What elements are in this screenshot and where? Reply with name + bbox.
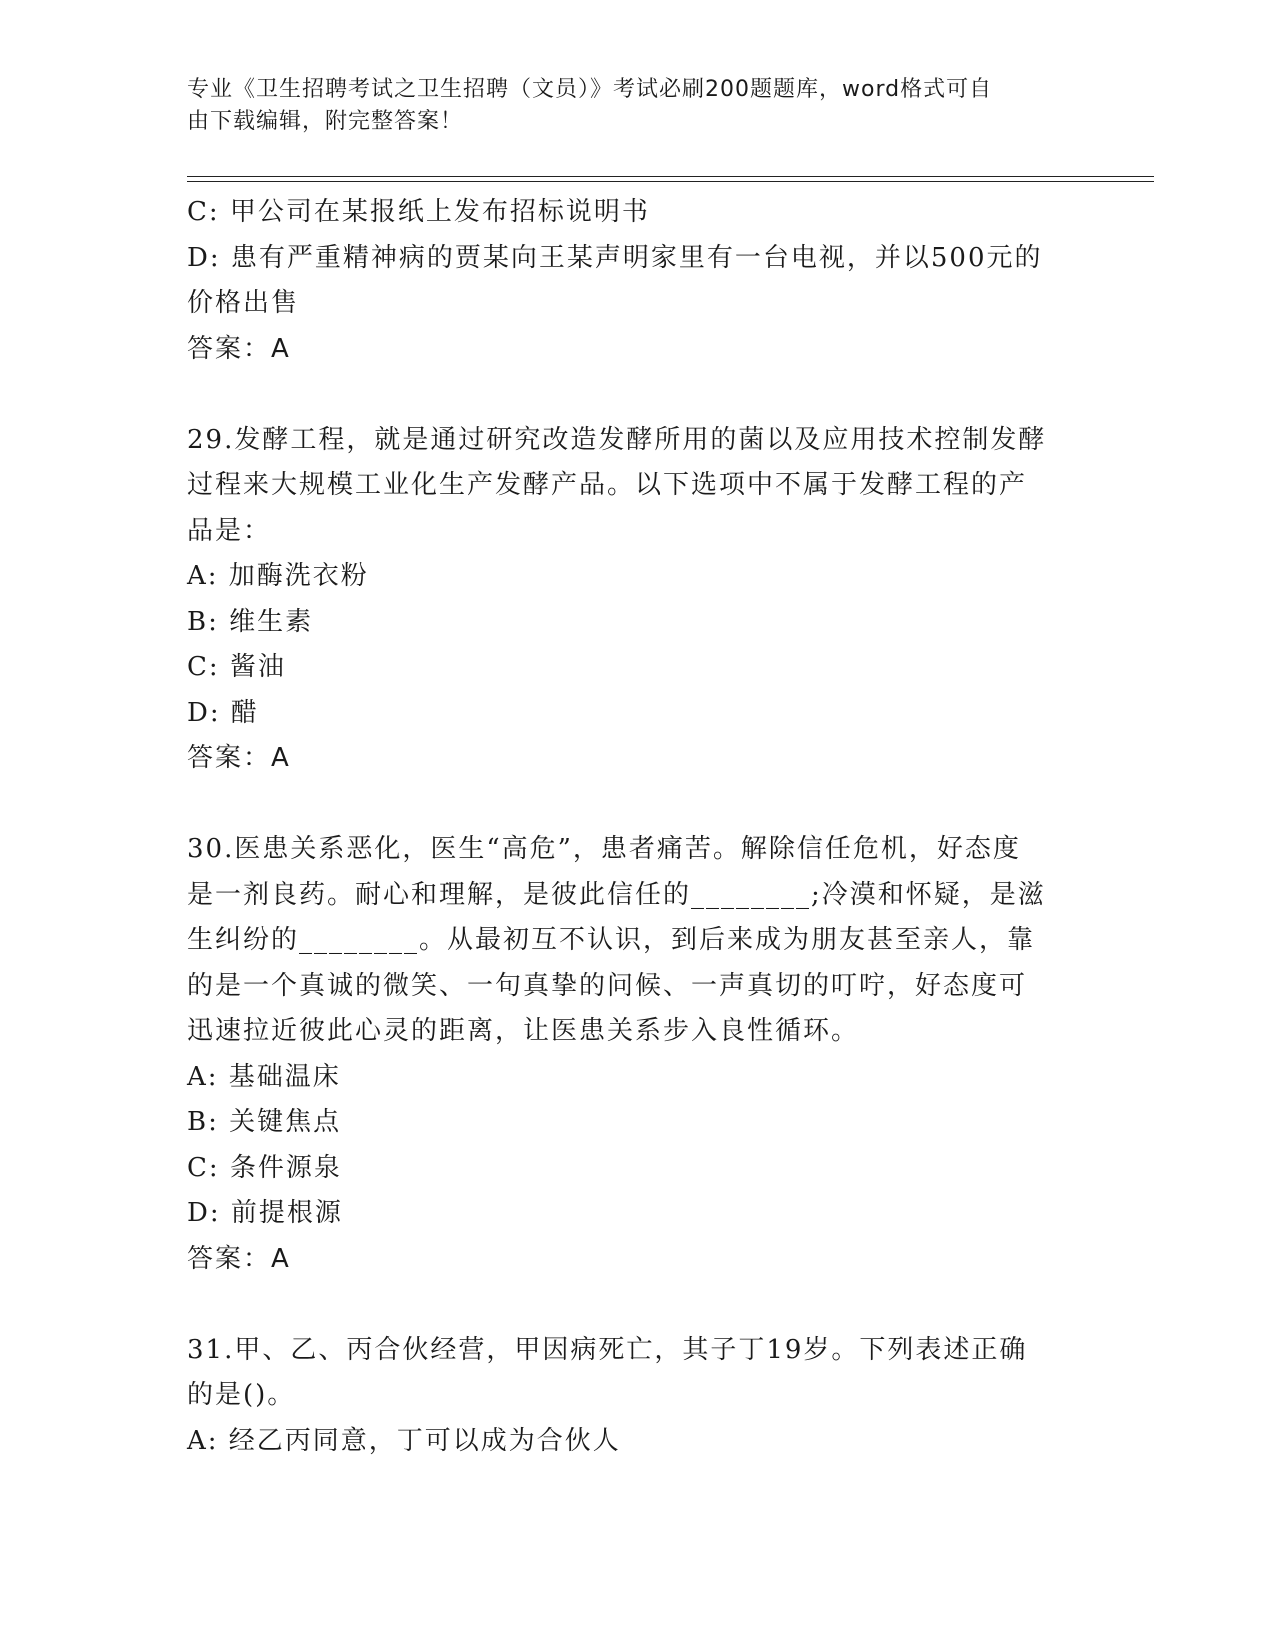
question-stem: 31.甲、乙、丙合伙经营，甲因病死亡，其子丁19岁。下列表述正确 <box>187 1334 1028 1365</box>
spacer <box>187 782 1067 828</box>
question-29 <box>187 418 1067 782</box>
option-d: D: 醋 <box>187 697 259 728</box>
header-divider-bottom <box>187 181 1154 182</box>
question-28-tail <box>187 190 1067 372</box>
option-a: A: 加酶洗衣粉 <box>187 561 369 591</box>
option-d: D: 前提根源 <box>187 1198 343 1228</box>
question-stem: 的是()。 <box>187 1380 296 1410</box>
spacer <box>187 1282 1067 1328</box>
option-b: B: 关键焦点 <box>187 1107 342 1137</box>
option-d-continuation: 价格出售 <box>187 288 300 318</box>
question-stem: 30.医患关系恶化，医生“高危”，患者痛苦。解除信任危机，好态度 <box>187 834 1021 864</box>
question-stem: 29.发酵工程，就是通过研究改造发酵所用的菌以及应用技术控制发酵 <box>187 424 1047 455</box>
question-stem: 迅速拉近彼此心灵的距离，让医患关系步入良性循环。 <box>187 1016 860 1046</box>
document-body <box>187 190 1067 1464</box>
option-b: B: 维生素 <box>187 606 314 637</box>
question-stem: 品是： <box>187 515 272 546</box>
option-a: A: 基础温床 <box>187 1061 341 1092</box>
question-stem: 过程来大规模工业化生产发酵产品。以下选项中不属于发酵工程的产 <box>187 470 1028 500</box>
answer-label: 答案：A <box>187 333 291 364</box>
question-stem: 是一剂良药。耐心和理解，是彼此信任的________;冷漠和怀疑，是滋 <box>187 879 1046 910</box>
question-30 <box>187 827 1067 1282</box>
option-a: A: 经乙丙同意，丁可以成为合伙人 <box>187 1425 621 1456</box>
option-c: C: 条件源泉 <box>187 1152 342 1183</box>
spacer <box>187 372 1067 418</box>
question-stem: 生纠纷的________。从最初互不认识，到后来成为朋友甚至亲人，靠 <box>187 925 1036 955</box>
header-divider-top <box>187 176 1154 177</box>
header-line: 专业《卫生招聘考试之卫生招聘（文员）》考试必刷200题题库，word格式可自 <box>187 77 993 102</box>
header-line: 由下载编辑，附完整答案！ <box>187 109 464 134</box>
answer-label: 答案：A <box>187 743 291 773</box>
question-stem: 的是一个真诚的微笑、一句真挚的问候、一声真切的叮咛，好态度可 <box>187 970 1028 1001</box>
answer-label: 答案：A <box>187 1243 291 1274</box>
option-c: C: 酱油 <box>187 652 286 682</box>
document-header <box>187 74 1067 138</box>
option-c: C: 甲公司在某报纸上发布招标说明书 <box>187 197 650 227</box>
question-31 <box>187 1328 1067 1465</box>
option-d: D: 患有严重精神病的贾某向王某声明家里有一台电视，并以500元的 <box>187 242 1043 273</box>
